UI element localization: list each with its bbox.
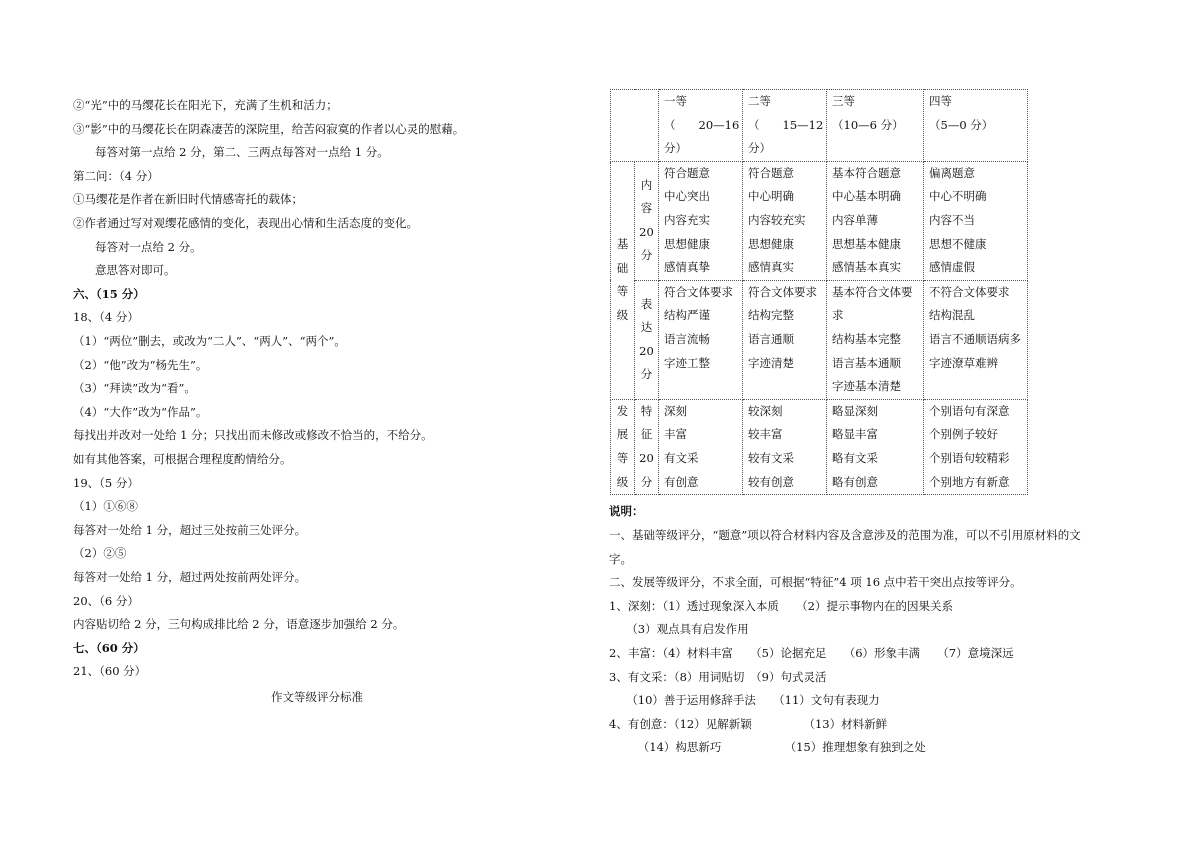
table-cell-line: 求	[832, 308, 844, 323]
table-cell-line: 字迹清楚	[748, 355, 794, 370]
table-cell-line: 内容较充实	[748, 212, 806, 227]
table-cell-line: 个别地方有新意	[929, 474, 1010, 489]
grading-table	[610, 89, 1028, 495]
table-cell-line: 结构混乱	[929, 308, 975, 323]
table-cell-line: 有文采	[664, 450, 699, 465]
table-cell-line: 略有文采	[832, 450, 878, 465]
table-cell	[924, 280, 1028, 399]
row-label-text	[635, 293, 658, 387]
table-cell	[659, 161, 743, 280]
note-line: 2、丰富：（4）材料丰富 （5）论据充足 （6）形象丰满 （7）意境深远	[609, 646, 1014, 660]
text-line: （3）“拜读”改为“看”。	[73, 381, 196, 396]
text-line: 18、（4 分）	[73, 310, 139, 325]
text-line: （4）“大作”改为“作品”。	[73, 404, 208, 419]
table-cell-line: 结构基本完整	[832, 331, 901, 346]
table-cell-line: 较丰富	[748, 427, 783, 442]
grade-header	[924, 90, 1028, 162]
table-cell	[743, 161, 827, 280]
table-cell-line: 思想基本健康	[832, 236, 901, 251]
text-line: 每答对一处给 1 分，超过两处按前两处评分。	[73, 570, 307, 584]
table-cell-line: 字迹潦草难辨	[929, 355, 998, 370]
table-cell	[659, 280, 743, 399]
row-label	[635, 161, 659, 280]
group-dev-label-char: 发	[616, 403, 629, 418]
note-line: （10）善于运用修辞手法 （11）文句有表现力	[609, 693, 880, 708]
table-cell	[659, 399, 743, 494]
table-cell-line: 分）	[748, 141, 771, 156]
text-line: 内容贴切给 2 分，三句构成排比给 2 分，语意逐步加强给 2 分。	[73, 617, 405, 632]
text-line: 19、（5 分）	[73, 475, 139, 490]
table-cell-line: 有创意	[664, 474, 699, 489]
table-row	[611, 161, 1028, 280]
text-line: （2）“他”改为“杨先生”。	[73, 357, 208, 372]
table-cell-line: 感情虚假	[929, 260, 975, 275]
table-cell-line: （ 20—16	[664, 117, 740, 132]
group-basic-label-char: 等	[616, 284, 629, 299]
table-cell-line: 基本符合题意	[832, 165, 901, 180]
table-cell-line: 较有创意	[748, 474, 794, 489]
row-label-char: 20	[639, 450, 654, 465]
note-line: 字。	[609, 551, 632, 566]
table-cell-line: 中心不明确	[929, 189, 987, 204]
table-cell-line: 丰富	[664, 427, 687, 442]
table-cell-line: （ 15—12	[748, 117, 824, 132]
table-header-row	[611, 90, 1028, 162]
text-line: （1）“两位”删去，或改为“二人”、“两人”、“两个”。	[73, 334, 346, 348]
table-cell	[743, 280, 827, 399]
table-cell-line: 语言通顺	[748, 331, 794, 346]
row-label	[635, 280, 659, 399]
row-label	[635, 399, 659, 494]
row-label-char: 20	[639, 224, 654, 239]
table-cell-line: 字迹基本清楚	[832, 379, 901, 394]
group-basic-label-char: 基	[616, 237, 629, 252]
note-line: 1、深刻：（1）透过现象深入本质 （2）提示事物内在的因果关系	[609, 598, 953, 613]
table-cell-line: 个别语句较精彩	[929, 450, 1010, 465]
text-line: ①马缨花是作者在新旧时代情感寄托的载体；	[73, 192, 303, 207]
table-cell-line: 思想健康	[748, 236, 794, 251]
table-cell-line: 思想不健康	[929, 236, 987, 251]
group-dev-label	[611, 400, 634, 494]
text-line: （1）①⑥⑧	[73, 499, 138, 514]
text-line: ②“光”中的马缨花长在阳光下，充满了生机和活力；	[73, 98, 338, 112]
table-cell-line: 符合题意	[664, 165, 710, 180]
text-line: 每答对一点给 2 分。	[95, 239, 202, 254]
group-dev-label-char: 等	[616, 450, 629, 465]
table-cell-line: 结构严谨	[664, 308, 710, 323]
text-line: （2）②⑤	[73, 546, 127, 561]
note-line: 4、有创意：（12）见解新颖 （13）材料新鲜	[609, 716, 888, 731]
text-line: 意思答对即可。	[95, 263, 176, 278]
table-cell-line: 符合文体要求	[664, 284, 733, 299]
table-cell-line: 中心基本明确	[832, 189, 901, 204]
table-corner	[611, 90, 659, 162]
table-cell	[827, 399, 924, 494]
group-basic-label-char: 础	[616, 260, 629, 275]
row-label-char: 分	[640, 474, 653, 489]
table-cell-line: 字迹工整	[664, 355, 710, 370]
group-basic-label	[611, 233, 634, 327]
note-line: （3）观点具有启发作用	[609, 622, 749, 637]
table-cell-line: 内容单薄	[832, 212, 878, 227]
table-cell-line: 语言基本通顺	[832, 355, 901, 370]
table-title: 作文等级评分标准	[271, 690, 363, 704]
text-line: 20、（6 分）	[73, 593, 139, 608]
table-cell-line: 一等	[664, 94, 687, 108]
table-cell-line: 感情真挚	[664, 260, 710, 275]
table-cell-line: 内容不当	[929, 212, 975, 227]
table-cell-line: 四等	[929, 94, 952, 108]
table-cell-line: 偏离题意	[929, 165, 975, 180]
row-label-text	[635, 400, 658, 494]
text-line: 21、（60 分）	[73, 664, 147, 679]
table-cell-line: 略有创意	[832, 474, 878, 489]
table-cell-line: 略显丰富	[832, 427, 878, 442]
table-cell-line: 语言不通顺语病多	[929, 331, 1021, 346]
table-cell-line: 较有文采	[748, 450, 794, 465]
group-development	[611, 399, 635, 494]
text-line: 每找出并改对一处给 1 分；只找出而未修改或修改不恰当的，不给分。	[73, 428, 433, 443]
group-dev-label-char: 级	[616, 474, 629, 489]
table-cell-line: 感情真实	[748, 260, 794, 275]
table-cell-line: 较深刻	[748, 403, 783, 418]
group-dev-label-char: 展	[616, 427, 629, 442]
note-line: 3、有文采：（8）用词贴切 （9）句式灵活	[609, 669, 827, 684]
table-cell-line: （10—6 分）	[832, 117, 904, 132]
table-cell-line: （5—0 分）	[929, 117, 994, 132]
table-cell-line: 语言流畅	[664, 331, 710, 346]
grade-header	[659, 90, 743, 162]
table-cell-line: 三等	[832, 94, 855, 108]
text-line: 如有其他答案，可根据合理程度酌情给分。	[73, 452, 292, 466]
section-heading: 七、（60 分）	[73, 640, 145, 655]
text-line: 第二问：（4 分）	[73, 168, 159, 183]
table-cell	[827, 280, 924, 399]
row-label-char: 特	[640, 403, 653, 418]
table-cell-line: 二等	[748, 94, 771, 108]
table-cell-line: 深刻	[664, 403, 687, 418]
group-basic-label-char: 级	[616, 307, 629, 322]
note-line: （14）构思新巧 （15）推理想象有独到之处	[609, 740, 926, 755]
row-label-char: 分	[640, 248, 653, 263]
table-cell-line: 中心明确	[748, 189, 794, 204]
table-cell-line: 个别语句有深意	[929, 403, 1010, 418]
table-cell-line: 中心突出	[664, 189, 710, 204]
row-label-char: 20	[639, 343, 654, 358]
note-line: 二、发展等级评分，不求全面，可根据“特征”4 项 16 点中若干突出点按等评分。	[609, 575, 1022, 590]
row-label-char: 容	[640, 201, 653, 216]
note-line: 一、基础等级评分，“题意”项以符合材料内容及含意涉及的范围为准，可以不引用原材料的文	[609, 528, 1081, 542]
table-cell	[743, 399, 827, 494]
table-cell-line: 略显深刻	[832, 403, 878, 418]
grade-header	[743, 90, 827, 162]
table-cell-line: 结构完整	[748, 308, 794, 323]
row-label-char: 分	[640, 367, 653, 382]
table-cell-line: 个别例子较好	[929, 427, 998, 442]
table-cell-line: 思想健康	[664, 236, 710, 251]
table-cell-line: 符合题意	[748, 165, 794, 180]
text-line: 每答对一处给 1 分，超过三处按前三处评分。	[73, 522, 307, 537]
section-heading: 六、（15 分）	[73, 286, 145, 301]
table-cell	[827, 161, 924, 280]
table-cell-line: 基本符合文体要	[832, 284, 913, 299]
text-line: ②作者通过写对观缨花感情的变化，表现出心情和生活态度的变化。	[73, 216, 418, 230]
table-cell-line: 不符合文体要求	[929, 284, 1010, 299]
row-label-char: 表	[640, 296, 653, 311]
row-label-char: 达	[640, 320, 653, 335]
table-cell	[924, 399, 1028, 494]
row-label-char: 内	[640, 177, 653, 192]
text-line: ③“影”中的马缨花长在阴森凄苦的深院里，给苦闷寂寞的作者以心灵的慰藉。	[73, 121, 465, 136]
table-cell-line: 分）	[664, 141, 687, 156]
row-label-text	[635, 174, 658, 268]
group-basic	[611, 161, 635, 399]
notes-heading: 说明：	[609, 504, 644, 518]
table-cell-line: 感情基本真实	[832, 260, 901, 275]
table-cell	[924, 161, 1028, 280]
table-row	[611, 399, 1028, 494]
table-cell-line: 内容充实	[664, 212, 710, 227]
row-label-char: 征	[640, 427, 653, 442]
table-row	[611, 280, 1028, 399]
text-line: 每答对第一点给 2 分，第二、三两点每答对一点给 1 分。	[95, 145, 389, 160]
table-cell-line: 符合文体要求	[748, 284, 817, 299]
grade-header	[827, 90, 924, 162]
